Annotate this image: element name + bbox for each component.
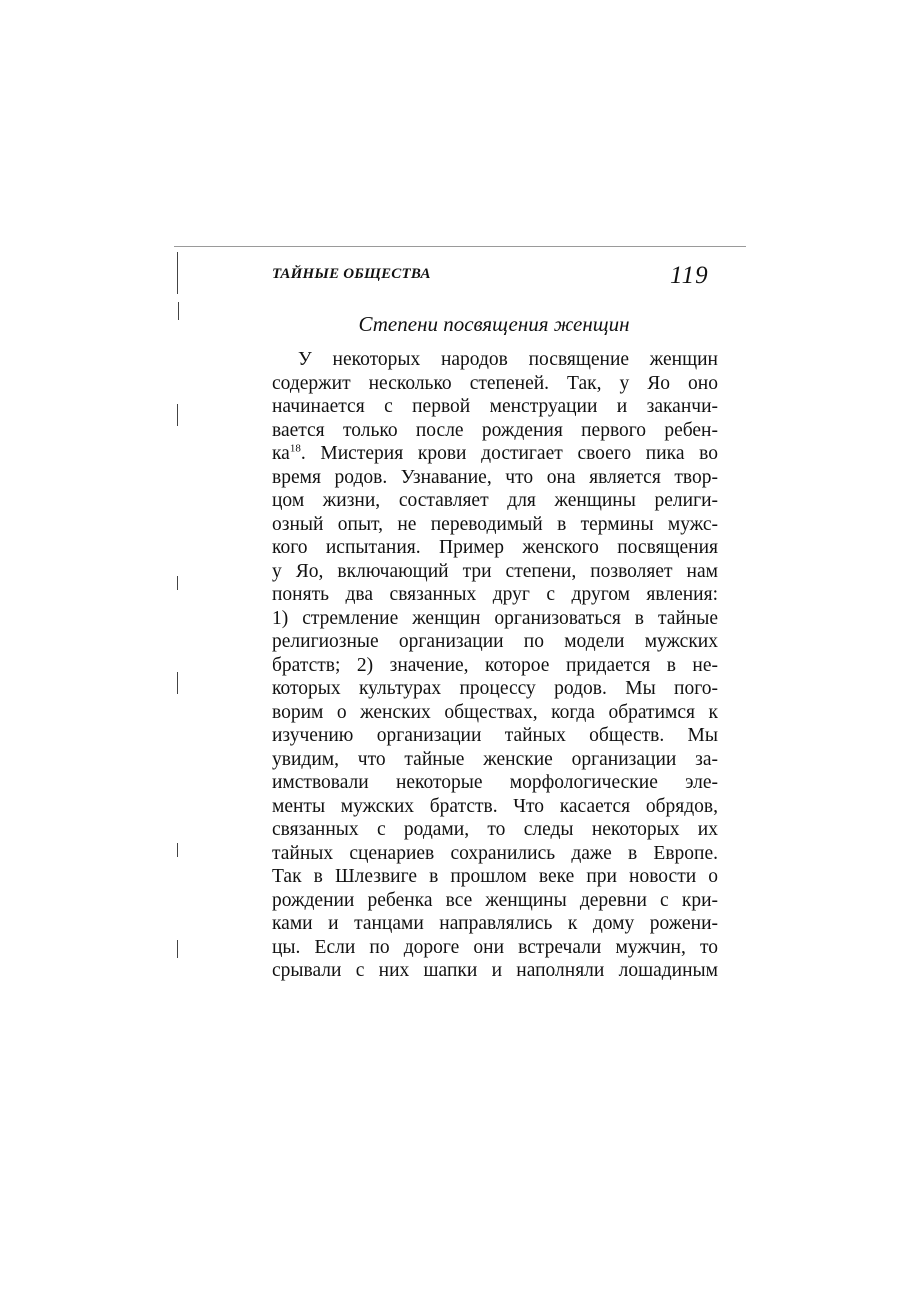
text-line: цом жизни, составляет для женщины религи-	[272, 490, 718, 511]
gutter-mark	[177, 576, 178, 590]
text-line: вается только после рождения первого ребен-	[272, 419, 718, 441]
text-line: Так в Шлезвиге в прошлом веке при новости о	[272, 866, 718, 887]
gutter-mark	[177, 404, 178, 426]
page-number: 119	[670, 262, 709, 289]
text-line: у Яо, включающий три степени, позволяет нам	[272, 560, 718, 582]
text-line: тайных сценариев сохранились даже в Европе.	[272, 842, 718, 864]
text-line: которых культурах процессу родов. Мы пого-	[272, 678, 718, 699]
body-paragraph	[272, 348, 718, 983]
gutter-mark	[177, 940, 178, 958]
text-line: озный опыт, не переводимый в термины мужс-	[272, 513, 718, 535]
text-line: братств; 2) значение, которое придается в не-	[272, 654, 718, 676]
text-line: начинается с первой менструации и заканчи-	[272, 396, 718, 417]
text-line: кого испытания. Пример женского посвящения	[272, 537, 718, 558]
text-line: ками и танцами направлялись к дому рожени-	[272, 913, 718, 934]
gutter-mark	[178, 302, 179, 320]
text-line: 1) стремление женщин организоваться в тайные	[272, 607, 718, 629]
text-line: содержит несколько степеней. Так, у Яо оно	[272, 372, 718, 394]
text-fragment: . Мистерия крови достигает своего пика во	[300, 443, 718, 464]
text-line: понять два связанных друг с другом явления:	[272, 584, 718, 605]
running-head: ТАЙНЫЕ ОБЩЕСТВА	[272, 266, 431, 282]
text-line: рождении ребенка все женщины деревни с кри-	[272, 889, 718, 911]
gutter-mark	[177, 252, 178, 294]
text-line: имствовали некоторые морфологические эле-	[272, 772, 718, 793]
text-line: время родов. Узнавание, что она является твор-	[272, 466, 718, 488]
section-title: Степени посвящения женщин	[358, 312, 630, 336]
text-line: менты мужских братств. Что касается обрядов,	[272, 795, 718, 817]
gutter-mark	[177, 672, 178, 694]
text-line-with-footnote	[272, 442, 718, 466]
footnote-reference[interactable]: 18	[289, 442, 301, 455]
text-line: изучению организации тайных обществ. Мы	[272, 725, 718, 746]
text-fragment: ка	[272, 443, 290, 464]
top-rule	[174, 246, 746, 247]
text-line: религиозные организации по модели мужских	[272, 631, 718, 652]
text-line: срывали с них шапки и наполняли лошадиным	[272, 960, 718, 981]
gutter-mark	[177, 843, 178, 857]
text-line: ворим о женских обществах, когда обратимся к	[272, 701, 718, 723]
text-line: цы. Если по дороге они встречали мужчин, то	[272, 936, 718, 958]
text-line: связанных с родами, то следы некоторых их	[272, 819, 718, 840]
text-line: увидим, что тайные женские организации за-	[272, 748, 718, 770]
text-line: У некоторых народов посвящение женщин	[298, 349, 718, 370]
